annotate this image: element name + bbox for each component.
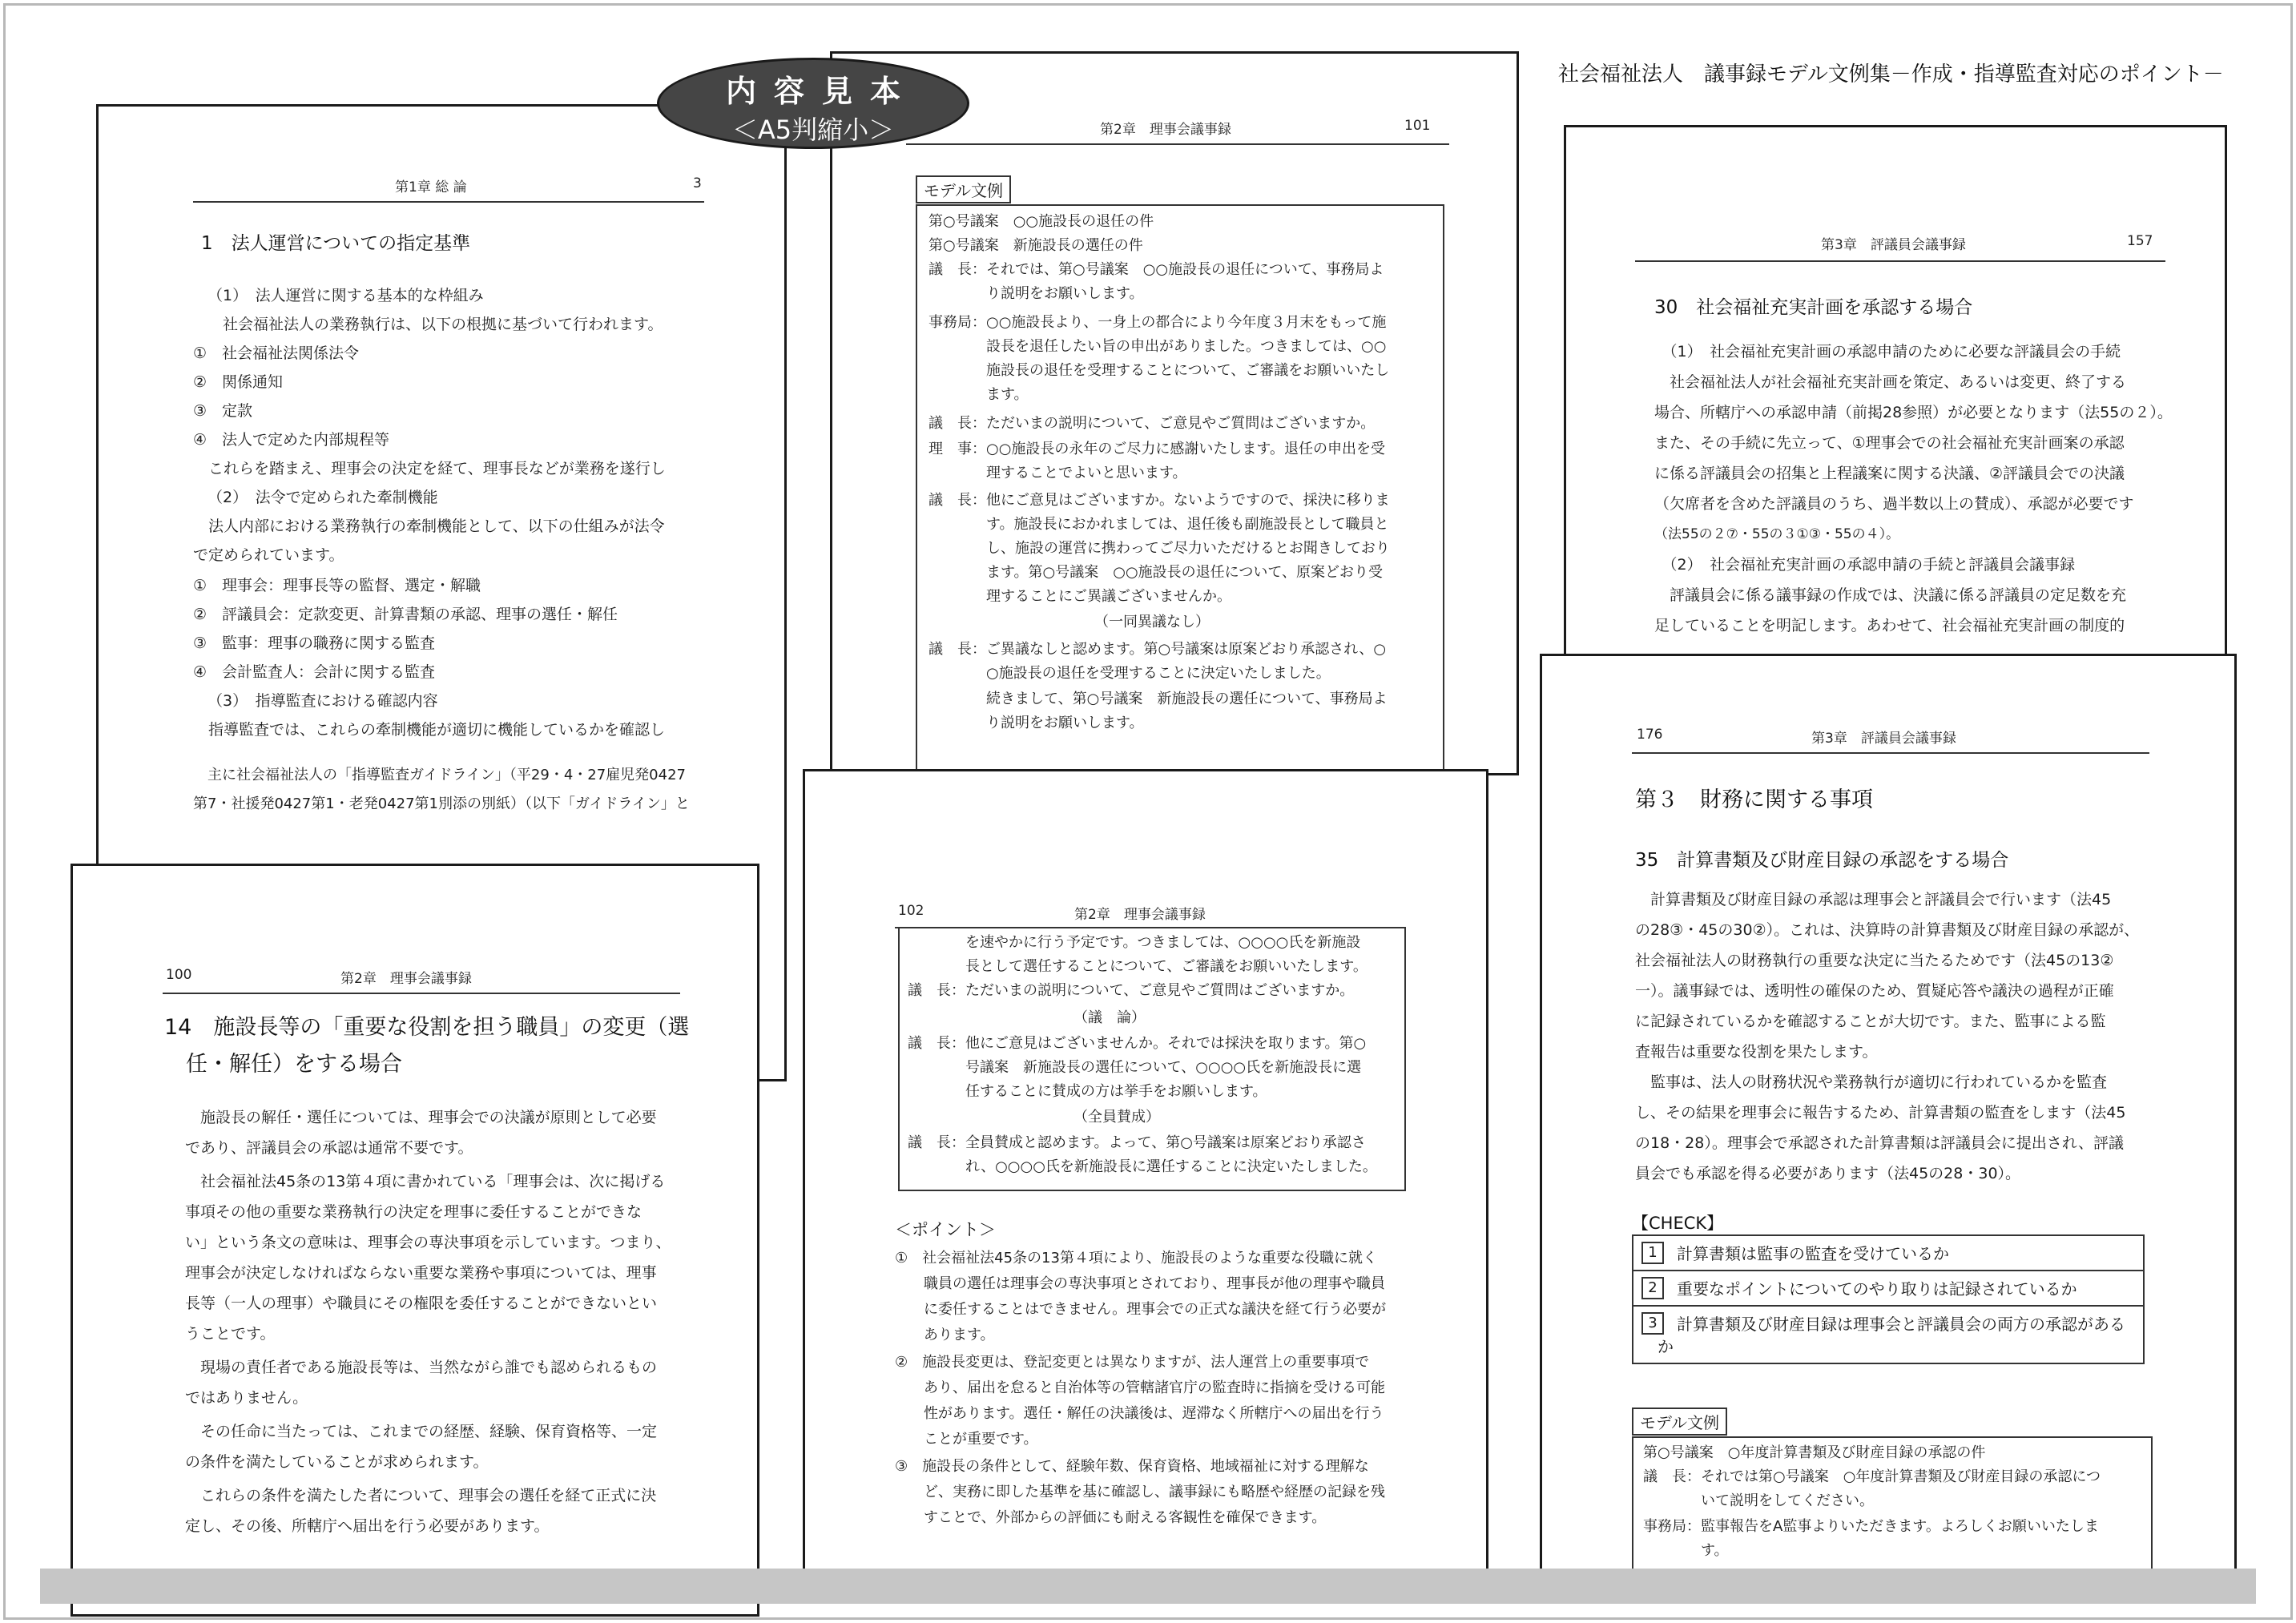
header-rule (1632, 752, 2149, 754)
points-title: ＜ポイント＞ (895, 1220, 996, 1239)
body-line: （3） 指導監査における確認内容 (207, 692, 438, 710)
minutes-line: （議 論） (908, 1009, 1146, 1026)
minutes-line: し、施設の運営に携わってご尽力いただけるとお聞きしており (928, 540, 1390, 557)
header-rule (906, 143, 1449, 145)
body-line: 監事は、法人の財務状況や業務執行が適切に行われているかを監査 (1635, 1073, 2108, 1091)
section-heading: 14 施設長等の「重要な役割を担う職員」の変更（選 (164, 1015, 690, 1040)
section-heading: 30 社会福祉充実計画を承認する場合 (1654, 297, 1973, 318)
minutes-line: 議 長：ただいまの説明について、ご意見やご質問はございますか。 (928, 415, 1376, 432)
sample-page-157 (1564, 125, 2227, 686)
body-line: 一）。議事録では、透明性の確保のため、質疑応答や議決の過程が正確 (1635, 982, 2114, 1000)
body-line: ③ 定款 (193, 402, 253, 420)
body-line: の18・28）。理事会で承認された計算書類は評議員会に提出され、評議 (1635, 1134, 2124, 1152)
sample-badge (657, 58, 969, 149)
checklist (1632, 1234, 2145, 1364)
minutes-line: 第○号議案 新施設長の選任の件 (928, 237, 1143, 254)
model-example-box (916, 204, 1444, 775)
minutes-line: り説明をお願いします。 (928, 285, 1144, 302)
header-rule (193, 201, 704, 203)
minutes-line: 長として選任することについて、ご審議をお願いいたします。 (908, 958, 1368, 975)
chapter-section-heading: 第３ 財務に関する事項 (1635, 787, 1873, 812)
model-example-tag: モデル文例 (1632, 1408, 1727, 1436)
minutes-line: 理することでよいと思います。 (928, 465, 1187, 481)
badge-subtitle: ＜A5判縮小＞ (731, 115, 895, 145)
minutes-line: 号議案 新施設長の選任について、○○○○氏を新施設長に選 (908, 1059, 1362, 1076)
point-line: ことが重要です。 (895, 1431, 1038, 1448)
point-line: あり、届出を怠ると自治体等の管轄諸官庁の監査時に指摘を受ける可能 (895, 1379, 1385, 1396)
page-number: 157 (2127, 233, 2153, 249)
check-item (1633, 1271, 2143, 1307)
minutes-line: いて説明をしてください。 (1643, 1492, 1874, 1509)
minutes-line: 施設長の退任を受理することについて、ご審議をお願いいたし (928, 362, 1390, 379)
minutes-line: 事務局：監事報告をA監事よりいただきます。よろしくお願いいたしま (1643, 1518, 2099, 1535)
body-line: 指導監査では、これらの牽制機能が適切に機能しているかを確認し (193, 721, 666, 739)
check-text-cont: か (1658, 1337, 1674, 1356)
body-line: ④ 会計監査人：会計に関する監査 (193, 663, 436, 681)
book-title: 社会福祉法人 議事録モデル文例集－作成・指導監査対応のポイント－ (1558, 62, 2224, 87)
minutes-line: 議 長：他にご意見はございますか。ないようですので、採決に移りま (928, 492, 1390, 509)
body-line: （2） 法令で定められた牽制機能 (207, 489, 438, 506)
chapter-header: 第2章 理事会議事録 (1100, 122, 1231, 138)
body-line: 社会福祉法人が社会福祉充実計画を策定、あるいは変更、終了する (1654, 373, 2127, 391)
minutes-line: ○施設長の退任を受理することに決定いたしました。 (928, 665, 1331, 682)
check-item (1633, 1236, 2143, 1271)
minutes-line: ます。 (928, 386, 1029, 403)
page-number: 102 (898, 903, 924, 919)
sample-page-100 (70, 864, 759, 1617)
check-number: 3 (1641, 1312, 1664, 1335)
chapter-header: 第3章 評議員会議事録 (1821, 237, 1966, 253)
minutes-line: れ、○○○○氏を新施設長に選任することに決定いたしました。 (908, 1158, 1377, 1175)
minutes-line: 理 事：○○施設長の永年のご尽力に感謝いたします。退任の申出を受 (928, 441, 1385, 457)
page-number: 100 (166, 967, 192, 983)
body-line: 事項その他の重要な業務執行の決定を理事に委任することができな (185, 1203, 642, 1221)
body-line: で定められています。 (193, 546, 344, 564)
minutes-line: 議 長：全員賛成と認めます。よって、第○号議案は原案どおり承認さ (908, 1134, 1366, 1151)
body-line: 場合、所轄庁への承認申請（前掲28参照）が必要となります（法55の２）。 (1654, 404, 2173, 421)
body-line: 社会福祉法人の財務執行の重要な決定に当たるためです（法45の13② (1635, 952, 2114, 969)
minutes-line: り説明をお願いします。 (928, 715, 1144, 731)
minutes-line: （一同異議なし） (928, 614, 1210, 630)
minutes-line: 第○号議案 ○年度計算書類及び財産目録の承認の件 (1643, 1444, 1986, 1461)
minutes-line: す。 (1643, 1542, 1729, 1559)
body-line: 長等（一人の理事）や職員にその権限を委任することができないとい (185, 1295, 658, 1312)
badge-title: 内容見本 (725, 74, 918, 109)
body-line: （1） 社会福祉充実計画の承認申請のために必要な評議員会の手続 (1654, 343, 2121, 360)
body-line: また、その手続に先立って、①理事会での社会福祉充実計画案の承認 (1654, 434, 2125, 452)
chapter-header: 第2章 理事会議事録 (1074, 907, 1206, 923)
minutes-line: す。施設長におかれましては、退任後も副施設長として職員と (928, 516, 1389, 533)
body-line: 評議員会に係る議事録の作成では、決議に係る評議員の定足数を充 (1654, 586, 2127, 604)
point-line: すことで、外部からの評価にも耐える客観性を確保できます。 (895, 1509, 1327, 1526)
body-line: （法55の２⑦・55の３①③・55の４）。 (1654, 526, 1900, 542)
body-line: ④ 法人で定めた内部規程等 (193, 431, 390, 449)
page-number: 3 (693, 175, 702, 191)
model-example-box (898, 927, 1406, 1191)
model-example-tag: モデル文例 (916, 175, 1011, 203)
minutes-line: 続きまして、第○号議案 新施設長の選任について、事務局よ (928, 691, 1388, 707)
body-line: （欠席者を含めた評議員のうち、過半数以上の賛成）、承認が必要です (1654, 495, 2134, 513)
body-line: これらを踏まえ、理事会の決定を経て、理事長などが業務を遂行し (193, 460, 666, 477)
minutes-line: 議 長：ただいまの説明について、ご意見やご質問はございますか。 (908, 982, 1355, 999)
minutes-line: 任することに賛成の方は挙手をお願いします。 (908, 1083, 1267, 1100)
point-line: 性があります。選任・解任の決議後は、遅滞なく所轄庁への届出を行う (895, 1405, 1384, 1422)
point-line: ど、実務に即した基準を基に確認し、議事録にも略歴や経歴の記録を残 (895, 1484, 1385, 1500)
check-text: 計算書類及び財産目録は理事会と評議員会の両方の承認がある (1677, 1315, 2125, 1334)
body-line: 第7・社援発0427第1・老発0427第1別添の別紙）（以下「ガイドライン」と (193, 795, 690, 812)
body-line: であり、評議員会の承認は通常不要です。 (185, 1139, 473, 1157)
point-line: あります。 (895, 1327, 995, 1343)
check-number: 2 (1641, 1277, 1664, 1299)
point-line: 職員の選任は理事会の専決事項とされており、理事長が他の理事や職員 (895, 1275, 1385, 1292)
body-line: 定し、その後、所轄庁へ届出を行う必要があります。 (185, 1517, 550, 1535)
bottom-gray-band (40, 1569, 2256, 1604)
section-heading: 35 計算書類及び財産目録の承認をする場合 (1635, 850, 2009, 871)
body-line: ② 評議員会：定款変更、計算書類の承認、理事の選任・解任 (193, 606, 618, 623)
minutes-line: 議 長：ご異議なしと認めます。第○号議案は原案どおり承認され、○ (928, 641, 1387, 658)
header-rule (163, 993, 680, 994)
body-line: （2） 社会福祉充実計画の承認申請の手続と評議員会議事録 (1654, 556, 2076, 574)
header-rule (1635, 260, 2165, 262)
point-line: ② 施設長変更は、登記変更とは異なりますが、法人運営上の重要事項で (895, 1354, 1370, 1371)
body-line: し、その結果を理事会に報告するため、計算書類の監査をします（法45 (1635, 1104, 2126, 1122)
check-number: 1 (1641, 1242, 1664, 1264)
chapter-header: 第3章 評議員会議事録 (1811, 731, 1956, 747)
section-heading: 1 法人運営についての指定基準 (201, 233, 471, 254)
body-line: の条件を満たしていることが求められます。 (185, 1453, 489, 1471)
body-line: その任命に当たっては、これまでの経歴、経験、保育資格等、一定 (185, 1423, 658, 1440)
check-title: 【CHECK】 (1632, 1214, 1724, 1233)
sample-page-102 (803, 769, 1488, 1602)
point-line: に委任することはできません。理事会での正式な議決を経て行う必要が (895, 1301, 1387, 1318)
page-number: 101 (1404, 118, 1431, 134)
chapter-header: 第2章 理事会議事録 (340, 971, 472, 987)
minutes-line: 設長を退任したい旨の申出がありました。つきましては、○○ (928, 338, 1387, 355)
body-line: 理事会が決定しなければならない重要な業務や事項については、理事 (185, 1264, 657, 1282)
minutes-line: 第○号議案 ○○施設長の退任の件 (928, 213, 1154, 230)
body-line: これらの条件を満たした者について、理事会の選任を経て正式に決 (185, 1487, 657, 1504)
body-line: 社会福祉法45条の13第４項に書かれている「理事会は、次に掲げる (185, 1173, 666, 1190)
page-number: 176 (1637, 727, 1663, 743)
body-line: の28③・45の30②）。これは、決算時の計算書類及び財産目録の承認が、 (1635, 921, 2140, 939)
minutes-line: （全員賛成） (908, 1109, 1160, 1126)
sample-page-101 (830, 51, 1519, 775)
body-line: 査報告は重要な役割を果たします。 (1635, 1043, 1878, 1061)
minutes-line: 議 長：それでは第○号議案 ○年度計算書類及び財産目録の承認につ (1643, 1468, 2101, 1485)
sample-page-176 (1540, 654, 2237, 1602)
body-line: に係る評議員会の招集と上程議案に関する決議、②評議員会での決議 (1654, 465, 2125, 482)
body-line: い」という条文の意味は、理事会の専決事項を示しています。つまり、 (185, 1234, 671, 1251)
body-line: 社会福祉法人の業務執行は、以下の根拠に基づいて行われます。 (207, 316, 663, 333)
body-line: ① 社会福祉法関係法令 (193, 344, 360, 362)
body-line: 法人内部における業務執行の牽制機能として、以下の仕組みが法令 (193, 518, 665, 535)
check-text: 重要なポイントについてのやり取りは記録されているか (1677, 1279, 2077, 1299)
minutes-line: 事務局：○○施設長より、一身上の都合により今年度３月末をもって施 (928, 314, 1387, 331)
body-line: ③ 監事：理事の職務に関する監査 (193, 634, 436, 652)
body-line: 員会でも承認を得る必要があります（法45の28・30）。 (1635, 1165, 2021, 1182)
minutes-line: ます。第○号議案 ○○施設長の退任について、原案どおり受 (928, 564, 1383, 581)
point-line: ① 社会福祉法45条の13第４項により、施設長のような重要な役職に就く (895, 1250, 1377, 1267)
body-line: 主に社会福祉法人の「指導監査ガイドライン」（平29・4・27雇児発0427 (193, 767, 686, 783)
body-line: ① 理事会：理事長等の監督、選定・解職 (193, 577, 481, 594)
body-line: に記録されているかを確認することが大切です。また、監事による監 (1635, 1013, 2106, 1030)
body-line: 計算書類及び財産目録の承認は理事会と評議員会で行います（法45 (1635, 891, 2112, 908)
minutes-line: 理することにご異議ございませんか。 (928, 588, 1231, 605)
minutes-line: を速やかに行う予定です。つきましては、○○○○氏を新施設 (908, 934, 1361, 951)
body-line: 現場の責任者である施設長等は、当然ながら誰でも認められるもの (185, 1359, 658, 1376)
chapter-header: 第1章 総 論 (395, 179, 467, 195)
body-line: 施設長の解任・選任については、理事会での決議が原則として必要 (185, 1109, 657, 1126)
minutes-line: 議 長：それでは、第○号議案 ○○施設長の退任について、事務局よ (928, 261, 1384, 278)
minutes-line: 議 長：他にご意見はございませんか。それでは採決を取ります。第○ (908, 1035, 1367, 1052)
point-line: ③ 施設長の条件として、経験年数、保育資格、地域福祉に対する理解な (895, 1458, 1369, 1475)
body-line: （1） 法人運営に関する基本的な枠組み (207, 287, 484, 304)
section-heading: 任・解任）をする場合 (164, 1052, 402, 1077)
body-line: ② 関係通知 (193, 373, 284, 391)
body-line: ではありません。 (185, 1389, 308, 1407)
check-item (1633, 1307, 2143, 1364)
body-line: 足していることを明記します。あわせて、社会福祉充実計画の制度的 (1654, 617, 2125, 634)
body-line: うことです。 (185, 1325, 276, 1343)
check-text: 計算書類は監事の監査を受けているか (1677, 1244, 1949, 1263)
